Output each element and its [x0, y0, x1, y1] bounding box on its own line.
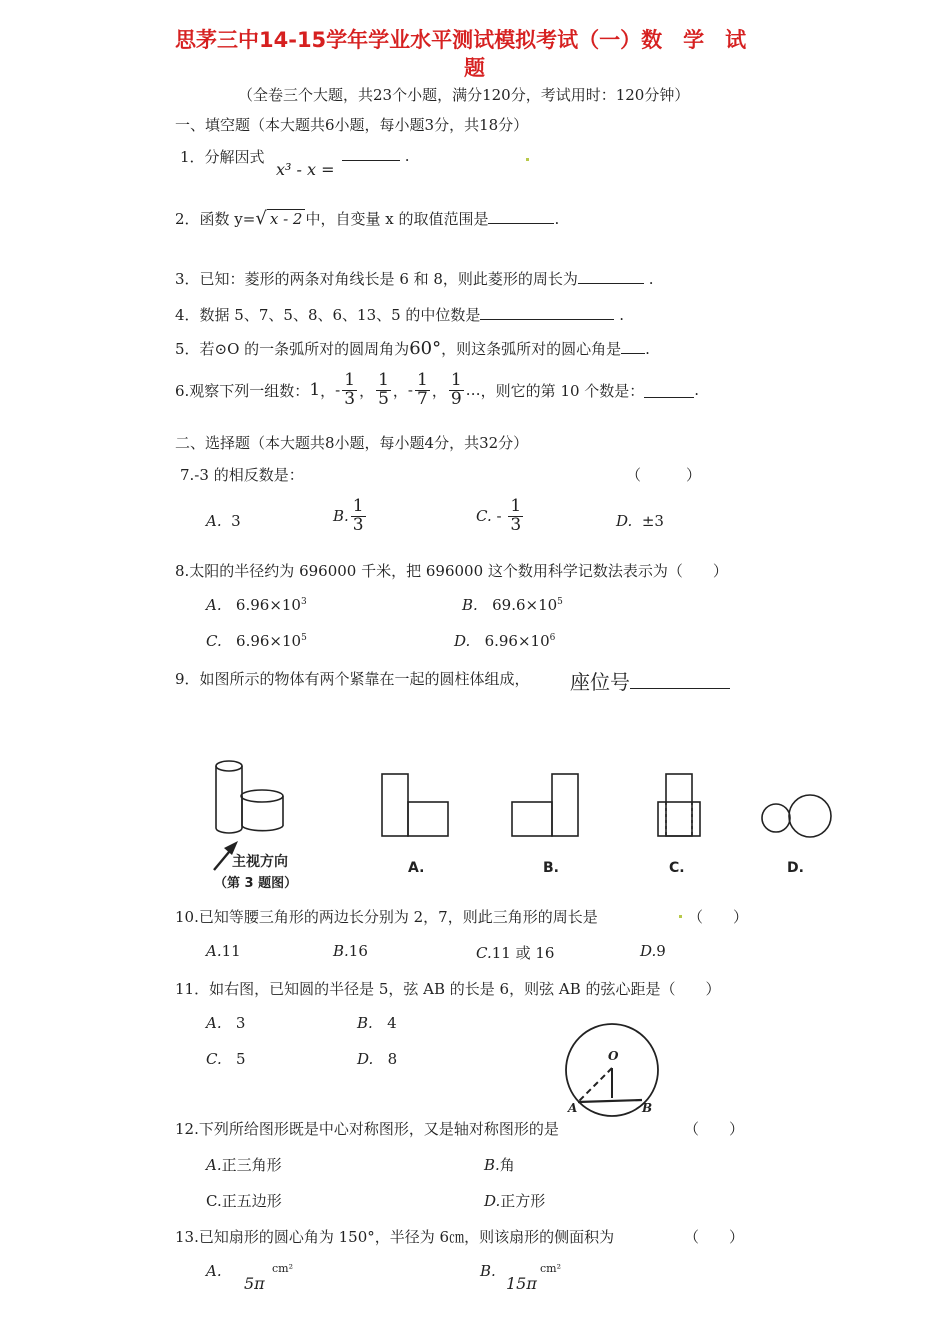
q7-text: 7.-3 的相反数是：: [180, 466, 304, 484]
view-direction-label: 主视方向: [232, 854, 288, 870]
exam-title-line1: 思茅三中14-15学年学业水平测试模拟考试（一）数 学 试: [175, 28, 747, 52]
q1-expression: x³ - x =: [276, 160, 335, 179]
option-d-view: [762, 795, 831, 837]
label-o: O: [608, 1049, 619, 1063]
q7-option-c: C. - $\frac{1}{3}$: [476, 496, 522, 535]
seat-number-field[interactable]: 座位号: [570, 666, 730, 695]
q6-ellipsis: …: [465, 381, 481, 400]
q6-text: 6.观察下列一组数：: [175, 381, 310, 400]
q6-term-3: $\frac{1}{5}$: [378, 370, 389, 409]
q5-angle: 60°: [409, 338, 442, 359]
q1-text: 1．分解因式: [180, 148, 265, 166]
q11-option-d: D. 8: [357, 1050, 398, 1068]
sqrt-sign: √: [255, 208, 267, 229]
q1: [180, 146, 265, 167]
q7-option-d: D. ±3: [616, 512, 664, 530]
q7-option-a: A. 3: [206, 512, 241, 530]
q6-minus-1: -: [335, 381, 341, 400]
speck: [679, 915, 682, 918]
q10-option-a: A.11: [206, 942, 241, 960]
q3-text: 3．已知：菱形的两条对角线长是 6 和 8，则此菱形的周长为: [175, 270, 578, 288]
q12-option-b: B.角: [484, 1156, 515, 1174]
figure-caption: （第 3 题图）: [214, 876, 298, 891]
q13-option-b-label: B.: [480, 1262, 496, 1280]
q12-paren: （ ）: [684, 1120, 745, 1138]
q8-option-a: A. $6.96\times 10^3$: [206, 596, 307, 614]
q10-text: 10.已知等腰三角形的两边长分别为 2，7，则此三角形的周长是: [175, 908, 598, 926]
q11-option-c: C. 5: [206, 1050, 246, 1068]
q9-text: 9．如图所示的物体有两个紧靠在一起的圆柱体组成，: [175, 670, 530, 688]
q10-option-d: D.9: [640, 942, 666, 960]
q6-minus-2: -: [407, 381, 413, 400]
q10-paren: （ ）: [688, 908, 749, 926]
q4: [175, 304, 624, 325]
q11-text: 11．如右图，已知圆的半径是 5，弦 AB 的长是 6，则弦 AB 的弦心距是（ ）: [175, 980, 721, 998]
q13-option-a-unit: cm²: [272, 1262, 294, 1275]
q6-term-4: $\frac{1}{7}$: [417, 370, 428, 409]
q6: 6.观察下列一组数： 1 ， - $\frac{1}{3}$ ， $\frac{1}{5}$ ， - $\frac{1}{7}$ ， $\frac{1}{9}$ … ，则它的第 10 个数是： .: [175, 370, 700, 409]
q5-end: .: [645, 340, 650, 358]
option-c-view: [658, 774, 700, 836]
q5-after: ，则这条弧所对的圆心角是: [441, 340, 622, 358]
q13-text: 13.已知扇形的圆心角为 150°，半径为 6㎝，则该扇形的侧面积为: [175, 1228, 615, 1246]
q6-after: ，则它的第 10 个数是：: [480, 381, 645, 400]
label-a: A: [568, 1101, 578, 1115]
q10-option-c: C.11 或 16: [476, 944, 555, 962]
q5-text: 5．若⊙O 的一条弧所对的圆周角为: [175, 340, 410, 358]
q1-end: .: [404, 147, 410, 165]
q6-term-5: $\frac{1}{9}$: [450, 370, 462, 409]
q12-text: 12.下列所给图形既是中心对称图形，又是轴对称图形的是: [175, 1120, 559, 1138]
q13-paren: （ ）: [684, 1228, 745, 1246]
q6-end: .: [694, 381, 700, 400]
exam-subtitle: （全卷三个大题，共23个小题，满分120分，考试用时：120分钟）: [238, 86, 690, 104]
q4-text: 4．数据 5、7、5、8、6、13、5 的中位数是: [175, 306, 481, 324]
figure-option-a: A.: [408, 860, 425, 876]
cylinders-object: [216, 761, 283, 833]
q12-option-c: C.正五边形: [206, 1192, 282, 1210]
option-b-view: [512, 774, 578, 836]
q13-option-b-value: 15π: [506, 1274, 537, 1293]
q13-option-a-label: A.: [206, 1262, 222, 1280]
q10-option-b: B.16: [333, 942, 368, 960]
q2-text: 2．函数 y=: [175, 210, 256, 228]
q6-sep: ，: [320, 381, 336, 400]
q11-option-a: A. 3: [206, 1014, 246, 1032]
q9-figure: [200, 752, 850, 892]
section1-heading: 一、填空题（本大题共6小题，每小题3分，共18分）: [175, 116, 529, 134]
q1-answer-line: [342, 146, 410, 165]
exam-title-line2: 题: [464, 56, 485, 80]
q13-option-b-unit: cm²: [540, 1262, 562, 1275]
q2-end: .: [554, 210, 560, 228]
q11-option-b: B. 4: [357, 1014, 397, 1032]
q3: [175, 268, 654, 289]
q13-option-a-value: 5π: [244, 1274, 265, 1293]
q6-term-1: 1: [309, 380, 321, 401]
option-a-view: [382, 774, 448, 836]
q7-paren: （ ）: [626, 466, 702, 484]
q3-end: .: [648, 270, 654, 288]
q6-term-2: $\frac{1}{3}$: [344, 370, 356, 409]
q12-option-d: D.正方形: [484, 1192, 546, 1210]
q8-option-c: C. $6.96\times 10^5$: [206, 632, 307, 650]
q2-after: 中，自变量 x 的取值范围是: [305, 210, 489, 228]
q8-option-d: D. $6.96\times 10^6$: [454, 632, 556, 650]
speck: [526, 158, 529, 161]
q2: [175, 208, 559, 229]
figure-option-b: B.: [543, 860, 559, 876]
q5: [175, 338, 650, 359]
q12-option-a: A.正三角形: [206, 1156, 282, 1174]
q8-option-b: B. $69.6\times 10^5$: [462, 596, 563, 614]
q2-radicand: x - 2: [267, 209, 306, 228]
q4-end: .: [619, 306, 624, 324]
q7-option-b: B. $\frac{1}{3}$: [333, 496, 364, 535]
label-b: B: [642, 1101, 653, 1115]
q8-text: 8.太阳的半径约为 696000 千米，把 696000 这个数用科学记数法表示为（ ）: [175, 562, 728, 580]
figure-option-d: D.: [787, 860, 804, 876]
figure-option-c: C.: [669, 860, 685, 876]
section2-heading: 二、选择题（本大题共8小题，每小题4分，共32分）: [175, 434, 529, 452]
